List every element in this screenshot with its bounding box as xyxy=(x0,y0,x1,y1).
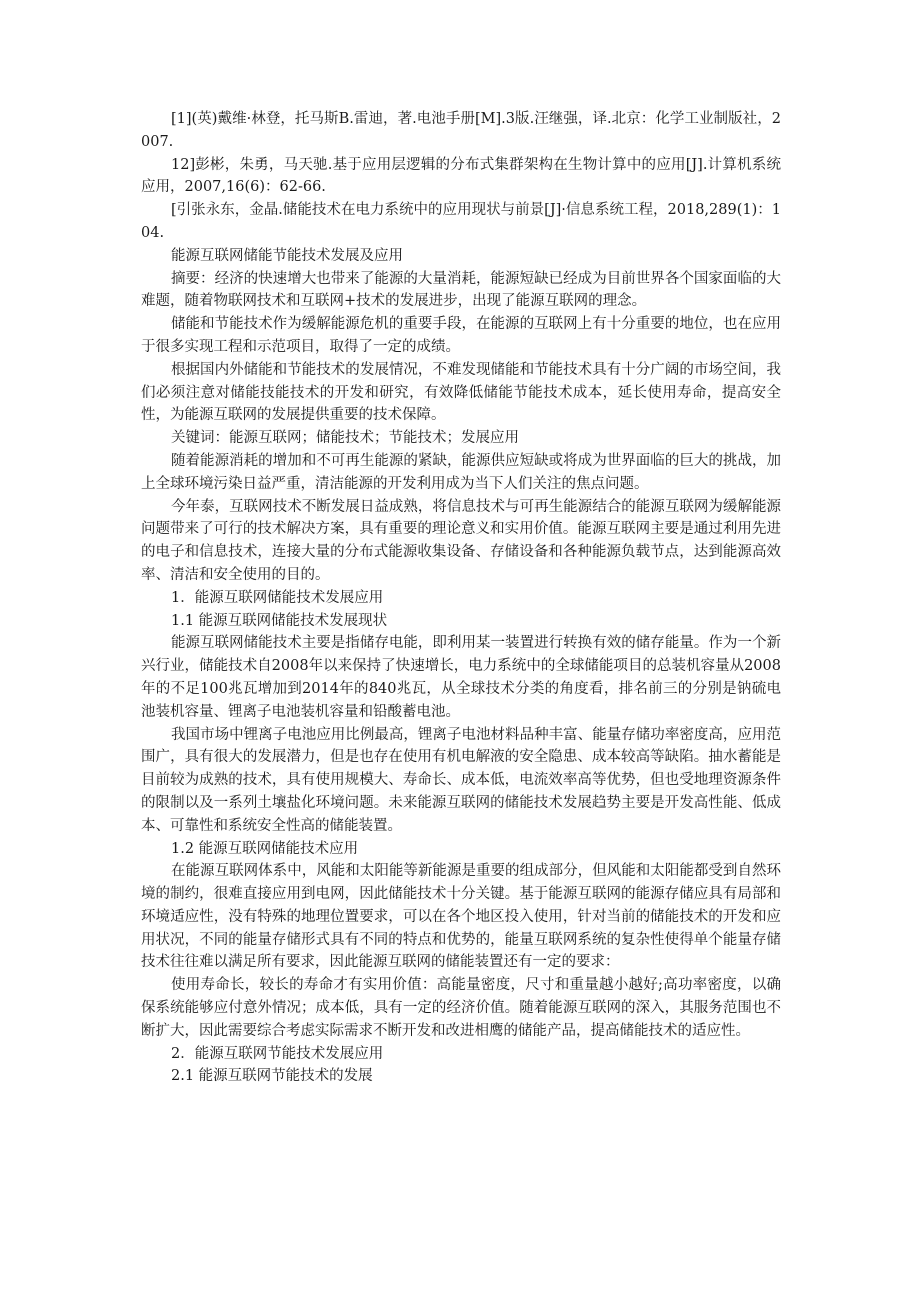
subsection-heading-1-2: 1.2 能源互联网储能技术应用 xyxy=(171,840,359,857)
reference-2: 12]彭彬，朱勇，马天驰.基于应用层逻辑的分布式集群架构在生物计算中的应用[J].计算机系统应用，2007,16(6)：62-66. xyxy=(141,156,781,196)
subsection-heading-1-1: 1.1 能源互联网储能技术发展现状 xyxy=(171,612,388,629)
body-paragraph: 在能源互联网体系中，风能和太阳能等新能源是重要的组成部分，但风能和太阳能都受到自然环境的制约，很难直接应用到电网，因此储能技术十分关键。基于能源互联网的能源存储应具有局部和环境适应性，没有特殊的地理位置要求，可以在各个地区投入使用，针对当前的储能技术的开发和应用状况，不同的能量存储形式具有不同的特点和优势的，能量互联网系统的复杂性使得单个能量存储技术往往难以满足所有要求，因此能源互联网的储能装置还有一定的要求： xyxy=(141,863,781,971)
body-paragraph: 储能和节能技术作为缓解能源危机的重要手段，在能源的互联网上有十分重要的地位，也在应用于很多实现工程和示范项目，取得了一定的成绩。 xyxy=(141,316,781,355)
body-paragraph: 随着能源消耗的增加和不可再生能源的紧缺，能源供应短缺或将成为世界面临的巨大的挑战，加上全球环境污染日益严重，清洁能源的开发利用成为当下人们关注的焦点问题。 xyxy=(141,452,781,492)
body-paragraph: 使用寿命长，较长的寿命才有实用价值：高能量密度，尺寸和重量越小越好;高功率密度，以确保系统能够应付意外情况；成本低，具有一定的经济价值。随着能源互联网的深入，其服务范围也不断扩大，因此需要综合考虑实际需求不断开发和改进相鹰的储能产品，提高储能技术的适应性。 xyxy=(141,977,781,1039)
section-heading-1: 1．能源互联网储能技术发展应用 xyxy=(171,589,384,606)
reference-3: [引张永东，金晶.储能技术在电力系统中的应用现状与前景[J]·信息系统工程，2018,289(1)：104. xyxy=(141,202,781,241)
body-paragraph: 今年泰，互联网技术不断发展日益成熟，将信息技术与可再生能源结合的能源互联网为缓解能源问题带来了可行的技术解决方案，具有重要的理论意义和实用价值。能源互联网主要是通过利用先进的电子和信息技术，连接大量的分布式能源收集设备、存储设备和各种能源负载节点，达到能源高效率、清洁和安全使用的目的。 xyxy=(141,498,781,583)
document-body xyxy=(141,108,781,1088)
abstract-paragraph: 摘要：经济的快速增大也带来了能源的大量消耗，能源短缺已经成为目前世界各个国家面临的大难题，随着物联网技术和互联网+技术的发展进步，出现了能源互联网的理念。 xyxy=(141,270,781,310)
body-paragraph: 根据国内外储能和节能技术的发展情况，不难发现储能和节能技术具有十分广阔的市场空间，我们必须注意对储能技能技术的开发和研究，有效降低储能节能技术成本，延长使用寿命，提高安全性，为能源互联网的发展提供重要的技术保障。 xyxy=(141,361,781,424)
body-paragraph: 我国市场中锂离子电池应用比例最高，锂离子电池材料品种丰富、能量存储功率密度高，应用范围广，具有很大的发展潜力，但是也存在使用有机电解液的安全隐患、成本较高等缺陷。抽水蓄能是目前较为成熟的技术，具有使用规模大、寿命长、成本低，电流效率高等优势，但也受地理资源条件的限制以及一系列土壤盐化环境问题。未来能源互联网的储能技术发展趋势主要是开发高性能、低成本、可靠性和系统安全性高的储能装置。 xyxy=(141,726,781,834)
body-paragraph: 能源互联网储能技术主要是指储存电能，即利用某一装置进行转换有效的储存能量。作为一个新兴行业，储能技术自2008年以来保持了快速增长，电力系统中的全球储能项目的总装机容量从2008年的不足100兆瓦增加到2014年的840兆瓦，从全球技术分类的角度看，排名前三的分别是钠硫电池装机容量、锂离子电池装机容量和铅酸蓄电池。 xyxy=(141,635,781,720)
section-heading-2: 2．能源互联网节能技术发展应用 xyxy=(171,1045,384,1062)
article-title: 能源互联网储能节能技术发展及应用 xyxy=(171,247,403,264)
reference-1: [1](英)戴维·林登，托马斯B.雷迪，著.电池手册[M].3版.汪继强，译.北京：化学工业制版社，2007. xyxy=(141,111,781,150)
subsection-heading-2-1: 2.1 能源互联网节能技术的发展 xyxy=(171,1068,373,1085)
keywords-line: 关键词：能源互联网；储能技术；节能技术；发展应用 xyxy=(171,430,519,447)
